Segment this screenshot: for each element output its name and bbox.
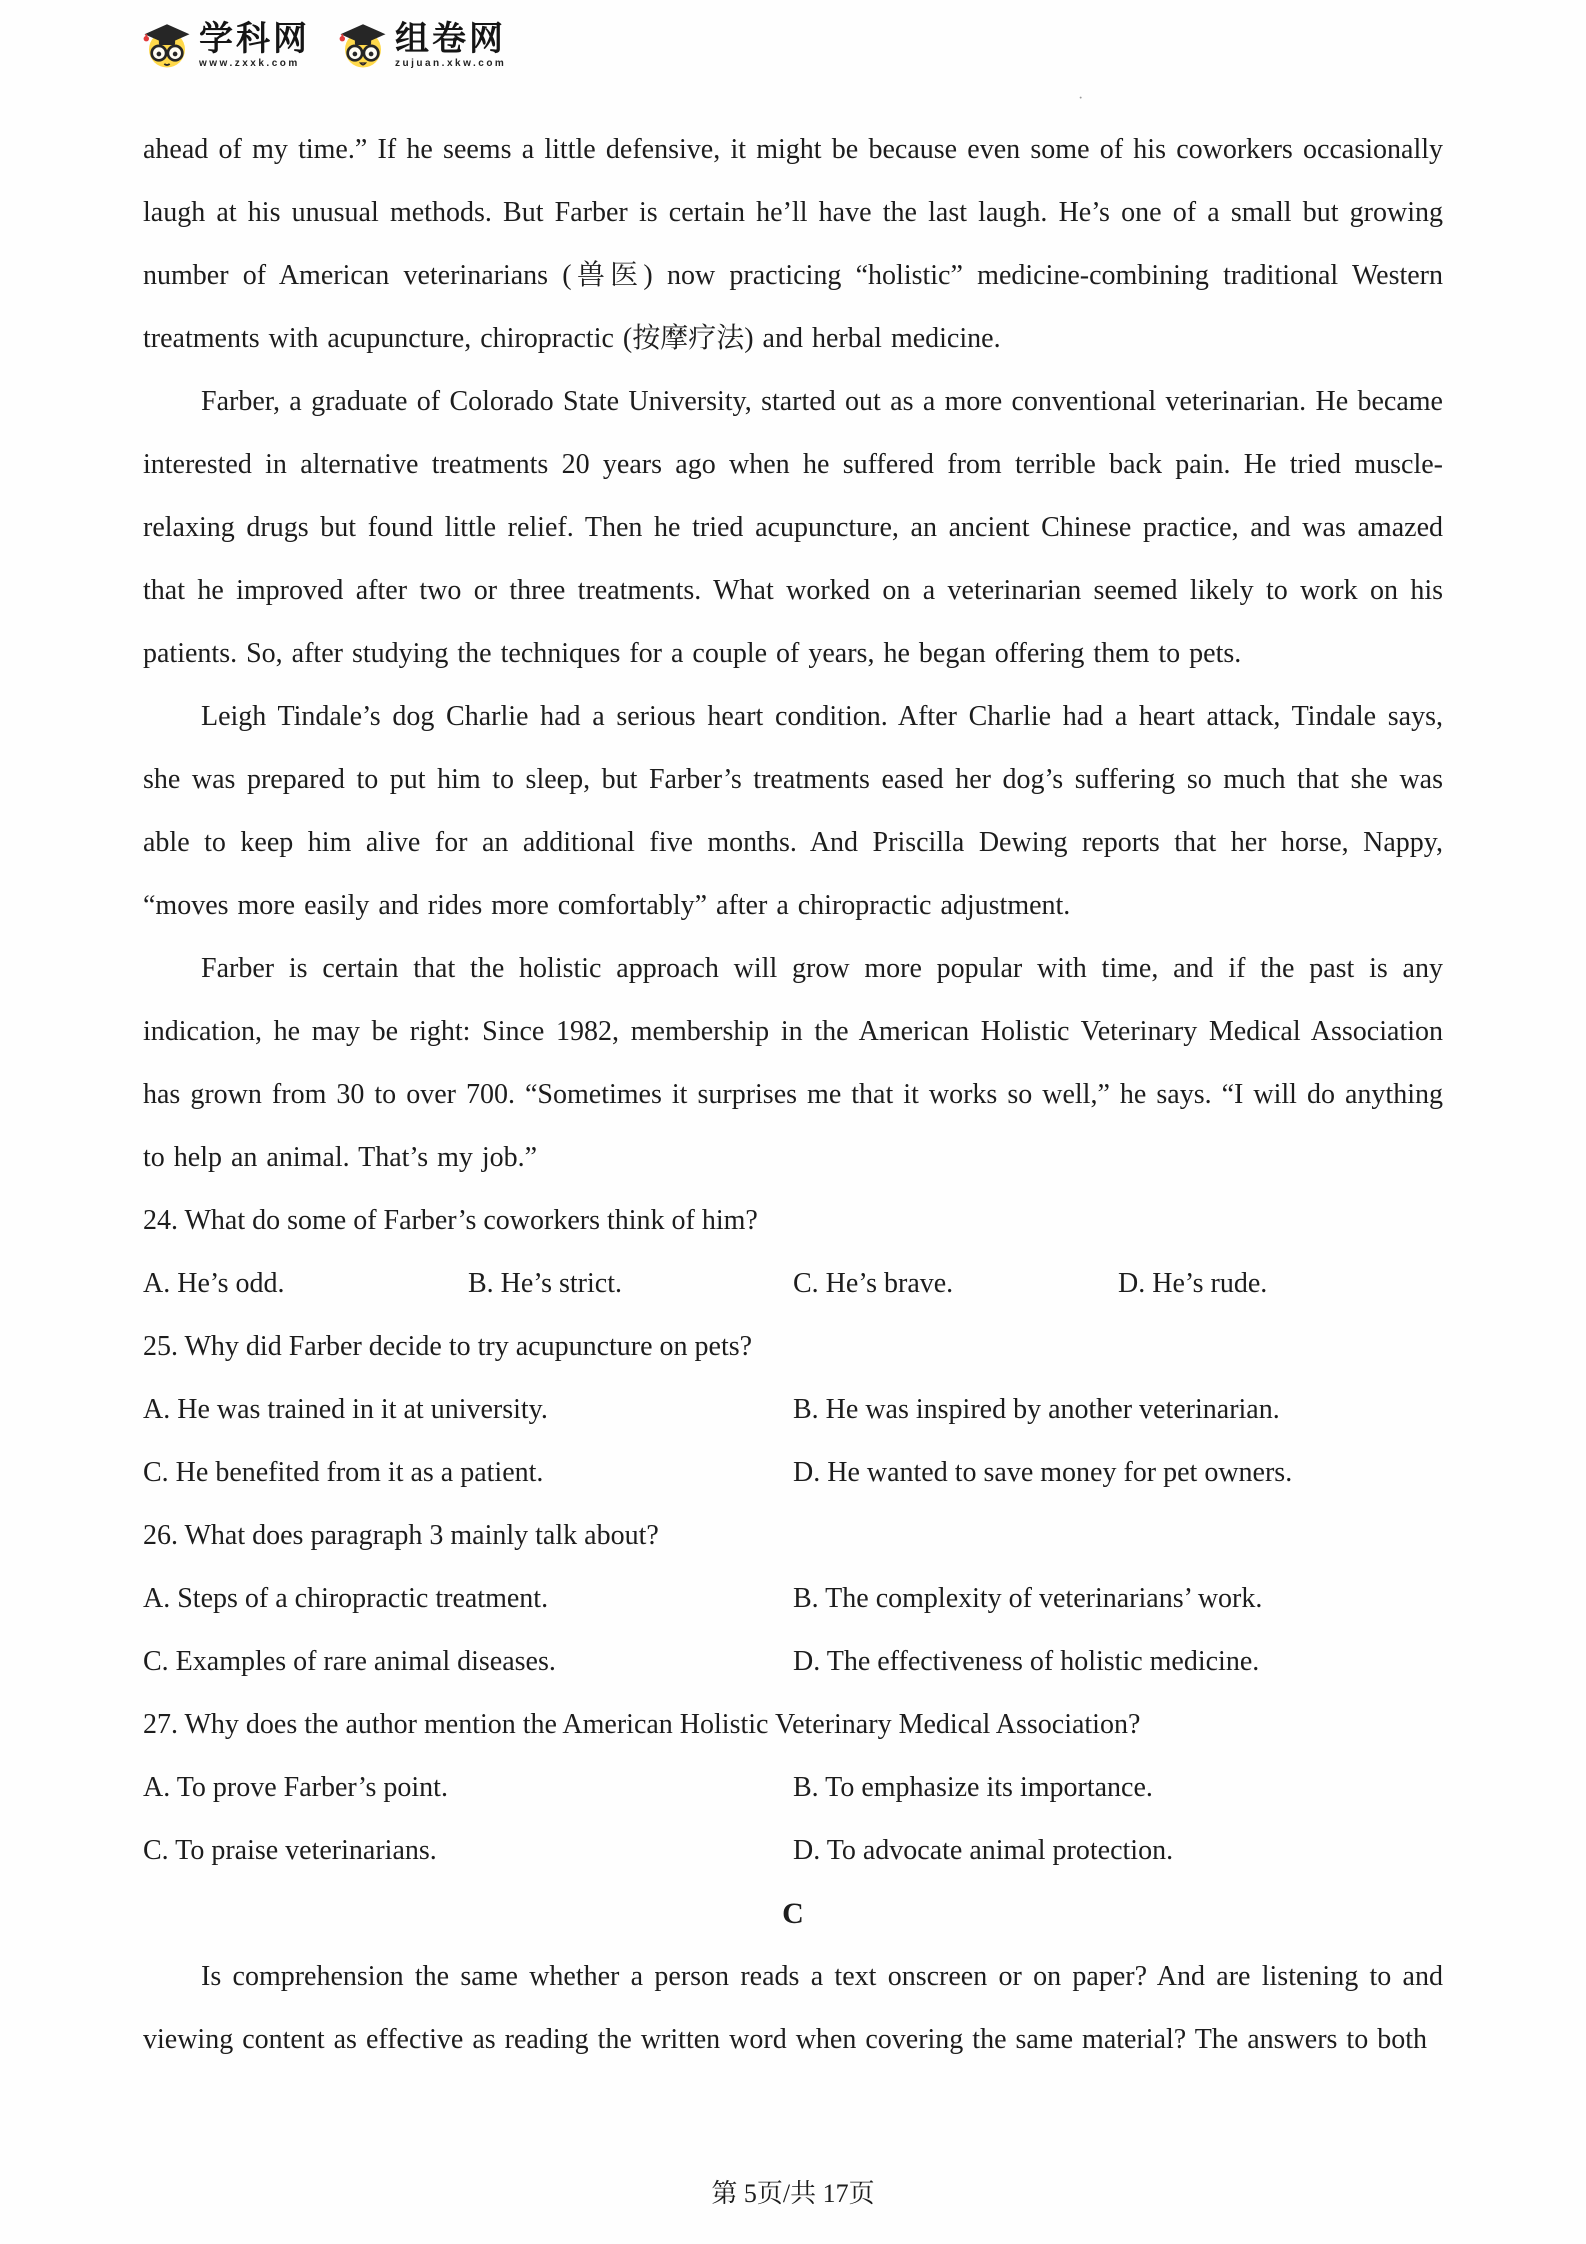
option-26-a: A. Steps of a chiropractic treatment. [143, 1583, 549, 1614]
option-25-a: A. He was trained in it at university. [143, 1394, 548, 1425]
zujuan-logo-url: zujuan.xkw.com [395, 57, 507, 69]
zxxk-logo-name: 学科网 [199, 19, 310, 58]
option-24-a: A. He’s odd. [143, 1268, 285, 1299]
zxxk-logo-url: www.zxxk.com [199, 57, 300, 69]
page-number: 第 5页/共 17页 [711, 2179, 875, 2208]
option-24-c: C. He’s brave. [793, 1268, 954, 1299]
graduate-owl-icon [140, 18, 194, 72]
header-logos [140, 18, 506, 72]
option-24-b: B. He’s strict. [468, 1268, 622, 1299]
question-26-stem: 26. What does paragraph 3 mainly talk about? [143, 1520, 659, 1551]
question-24 [143, 1189, 1443, 1315]
option-24-d: D. He’s rude. [1118, 1268, 1268, 1299]
option-26-b: B. The complexity of veterinarians’ work. [793, 1583, 1263, 1614]
question-25-stem: 25. Why did Farber decide to try acupuncture on pets? [143, 1331, 753, 1362]
question-24-stem: 24. What do some of Farber’s coworkers think of him? [143, 1205, 758, 1236]
option-25-b: B. He was inspired by another veterinarian. [793, 1394, 1280, 1425]
option-25-c: C. He benefited from it as a patient. [143, 1457, 544, 1488]
passage-b-paragraph-1: ahead of my time.” If he seems a little defensive, it might be because even some of his coworkers occasionally laugh at his unusual methods. But Farber is certain he’ll have the last laugh. He’s one of a small but growing number of American veterinarians (兽医) now practicing “holistic” medicine-combining traditional Western treatments with acupuncture, chiropractic (按摩疗法) and herbal medicine. [143, 134, 1443, 354]
passage-b-paragraph-3: Leigh Tindale’s dog Charlie had a serious heart condition. After Charlie had a heart attack, Tindale says, she was prepared to put him to sleep, but Farber’s treatments eased her dog’s suffering so much that she was able to keep him alive for an additional five months. And Priscilla Dewing reports that her horse, Nappy, “moves more easily and rides more comfortably” after a chiropractic adjustment. [143, 701, 1443, 921]
zujuan-logo-name: 组卷网 [395, 19, 506, 58]
question-25 [143, 1315, 1443, 1504]
question-26 [143, 1504, 1443, 1693]
passage-b-paragraph-4: Farber is certain that the holistic approach will grow more popular with time, and if the past is any indication, he may be right: Since 1982, membership in the American Holistic Veterinary Medical Association has grown from 30 to over 700. “Sometimes it surprises me that it works so well,” he says. “I will do anything to help an animal. That’s my job.” [143, 953, 1443, 1173]
option-27-b: B. To emphasize its importance. [793, 1772, 1153, 1803]
option-27-d: D. To advocate animal protection. [793, 1835, 1174, 1866]
option-27-a: A. To prove Farber’s point. [143, 1772, 448, 1803]
stray-scan-mark: · [1078, 90, 1084, 107]
question-24-options [143, 1252, 1443, 1315]
question-26-options [143, 1567, 1443, 1693]
question-27 [143, 1693, 1443, 1882]
passage-c-paragraph-1: Is comprehension the same whether a person reads a text onscreen or on paper? And are listening to and viewing content as effective as reading the written word when covering the same material? The answers to both [143, 1961, 1443, 2055]
exam-page-content [143, 118, 1443, 2071]
zxxk-logo [140, 18, 310, 72]
zujuan-logo [336, 18, 506, 72]
passage-b-paragraph-2: Farber, a graduate of Colorado State University, started out as a more conventional veterinarian. He became interested in alternative treatments 20 years ago when he suffered from terrible back pain. He tried muscle-relaxing drugs but found little relief. Then he tried acupuncture, an ancient Chinese practice, and was amazed that he improved after two or three treatments. What worked on a veterinarian seemed likely to work on his patients. So, after studying the techniques for a couple of years, he began offering them to pets. [143, 386, 1443, 669]
graduate-owl-icon [336, 18, 390, 72]
option-27-c: C. To praise veterinarians. [143, 1835, 437, 1866]
question-27-options [143, 1756, 1443, 1882]
question-27-stem: 27. Why does the author mention the American Holistic Veterinary Medical Association? [143, 1709, 1141, 1740]
question-25-options [143, 1378, 1443, 1504]
option-26-d: D. The effectiveness of holistic medicine. [793, 1646, 1260, 1677]
option-26-c: C. Examples of rare animal diseases. [143, 1646, 556, 1677]
option-25-d: D. He wanted to save money for pet owners. [793, 1457, 1293, 1488]
section-c-heading: C [782, 1897, 804, 1930]
